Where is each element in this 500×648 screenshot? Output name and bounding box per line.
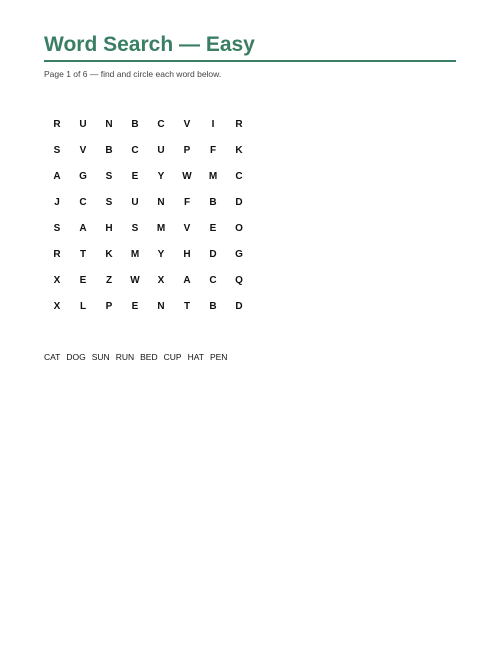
grid-row [44,216,252,242]
grid-cell: J [54,197,60,208]
word-list-item: CAT [44,352,61,362]
grid-cell: A [53,171,61,182]
grid-cell: W [130,275,140,286]
grid-cell: R [53,249,61,260]
grid-cell: P [105,301,113,312]
grid-cell: K [235,145,243,156]
grid-cell: A [183,275,191,286]
grid-row [44,242,252,268]
word-list-item: HAT [187,352,204,362]
grid-cell: D [209,249,217,260]
word-list-item: PEN [209,352,228,362]
word-list [44,351,233,363]
grid-cell: E [79,275,87,286]
grid-cell: A [79,223,87,234]
word-list-item: SUN [91,352,110,362]
grid-cell: F [183,197,191,208]
grid-cell: V [183,119,191,130]
word-list-item: DOG [66,352,86,362]
grid-cell: F [209,145,217,156]
grid-cell: T [183,301,191,312]
grid-cell: Z [105,275,113,286]
grid-cell: E [131,301,139,312]
grid-cell: E [131,171,139,182]
grid-cell: B [105,145,113,156]
page-subtitle: Page 1 of 6 — find and circle each word below. [44,69,222,79]
grid-cell: Q [235,275,243,286]
grid-cell: X [157,275,165,286]
grid-cell: H [105,223,113,234]
grid-cell: M [130,249,140,260]
grid-cell: N [157,301,165,312]
grid-cell: U [79,119,87,130]
grid-row [44,294,252,320]
grid-cell: E [209,223,217,234]
grid-cell: U [131,197,139,208]
grid-cell: G [235,249,243,260]
grid-cell: N [157,197,165,208]
grid-cell: D [235,301,243,312]
grid-cell: K [105,249,113,260]
grid-cell: M [156,223,166,234]
grid-cell: L [79,301,87,312]
grid-cell: V [79,145,87,156]
grid-row [44,164,252,190]
grid-row [44,138,252,164]
title-underline [44,60,456,62]
grid-cell: B [209,197,217,208]
grid-cell: V [183,223,191,234]
grid-cell: U [157,145,165,156]
grid-cell: C [157,119,165,130]
grid-cell: S [105,171,113,182]
letter-grid [44,112,252,320]
grid-cell: B [209,301,217,312]
grid-cell: W [182,171,192,182]
grid-cell: G [79,171,87,182]
grid-cell: C [79,197,87,208]
grid-cell: R [53,119,61,130]
grid-cell: N [105,119,113,130]
grid-cell: S [53,223,61,234]
grid-cell: D [235,197,243,208]
grid-cell: S [105,197,113,208]
word-list-item: CUP [163,352,182,362]
word-list-item: BED [140,352,158,362]
grid-cell: O [235,223,243,234]
grid-cell: Y [157,171,165,182]
grid-cell: P [183,145,191,156]
grid-cell: C [131,145,139,156]
grid-cell: M [208,171,218,182]
grid-row [44,112,252,138]
grid-cell: X [53,301,61,312]
grid-cell: Y [157,249,165,260]
grid-cell: T [79,249,87,260]
grid-cell: S [131,223,139,234]
grid-cell: C [209,275,217,286]
grid-cell: H [183,249,191,260]
grid-cell: X [53,275,61,286]
grid-cell: I [211,119,215,130]
grid-cell: R [235,119,243,130]
word-list-item: RUN [115,352,135,362]
grid-cell: S [53,145,61,156]
page-title: Word Search — Easy [44,33,255,56]
grid-cell: C [235,171,243,182]
grid-row [44,190,252,216]
grid-cell: B [131,119,139,130]
grid-row [44,268,252,294]
